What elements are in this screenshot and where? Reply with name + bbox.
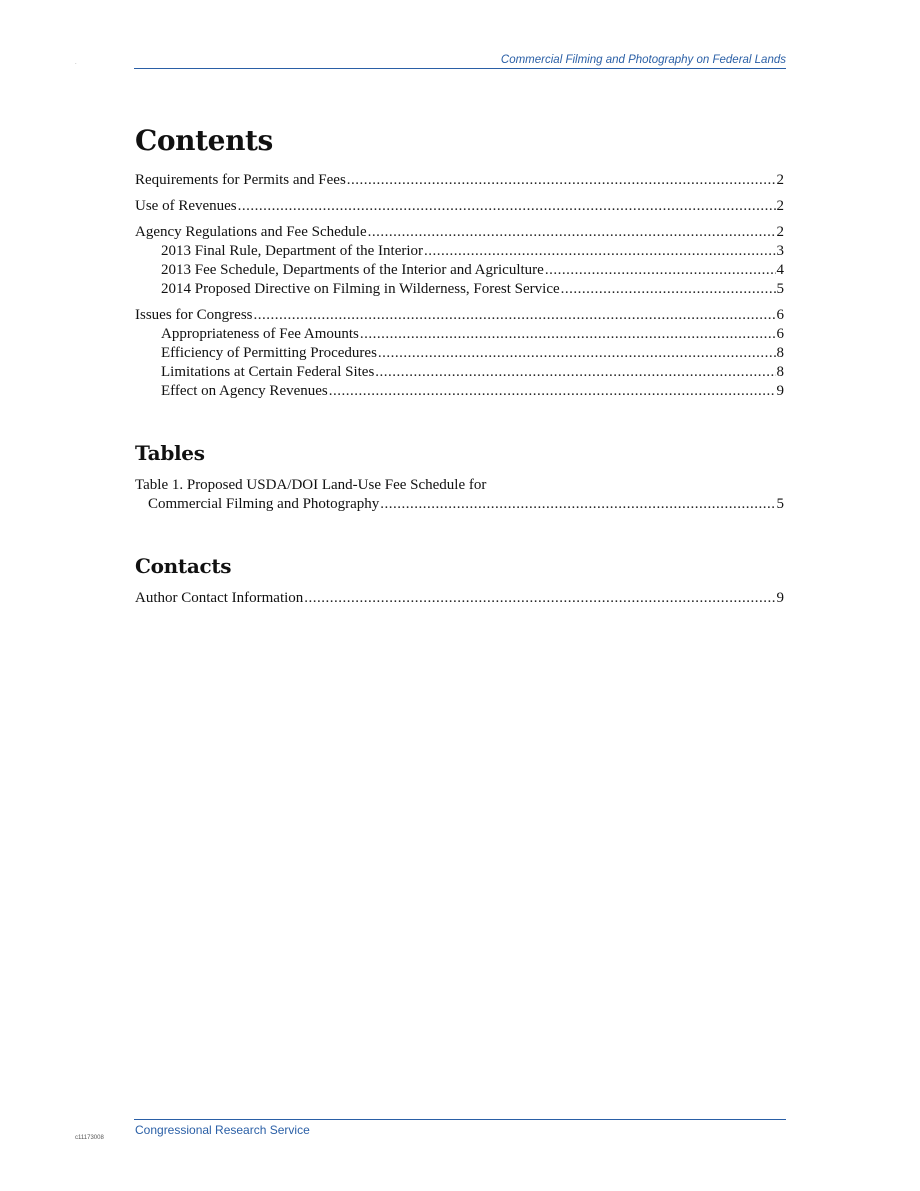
toc-dot-leader <box>424 242 775 261</box>
toc-entry-page: 6 <box>776 307 784 323</box>
contacts-heading: Contacts <box>135 554 232 578</box>
toc-dot-leader <box>368 223 776 242</box>
toc-entry-page: 4 <box>776 262 784 278</box>
contacts-entry[interactable] <box>135 589 784 608</box>
toc-entry-title: Requirements for Permits and Fees <box>135 172 346 188</box>
toc-entry-title: Issues for Congress <box>135 307 253 323</box>
toc-subentry[interactable] <box>135 363 784 382</box>
toc-entry-title: 2014 Proposed Directive on Filming in Wilderness, Forest Service <box>161 281 560 297</box>
toc-entry-page: 2 <box>776 198 784 214</box>
table-entry-title-line2: Commercial Filming and Photography <box>148 496 380 512</box>
toc-dot-leader <box>329 382 776 401</box>
table-entry-title-line1: Table 1. Proposed USDA/DOI Land-Use Fee Schedule for <box>135 477 487 493</box>
running-header: Commercial Filming and Photography on Federal Lands <box>500 54 786 66</box>
toc-entry-page: 8 <box>776 364 784 380</box>
toc-entry-title: Agency Regulations and Fee Schedule <box>135 224 367 240</box>
toc-subentry[interactable] <box>135 280 784 299</box>
toc-entry-title: Use of Revenues <box>135 198 237 214</box>
toc-dot-leader <box>375 363 775 382</box>
toc-entry-page: 9 <box>776 383 784 399</box>
toc-page-body <box>135 124 784 608</box>
toc-subentry[interactable] <box>135 325 784 344</box>
toc-subentry[interactable] <box>135 261 784 280</box>
toc-subentry[interactable] <box>135 344 784 363</box>
toc-dot-leader <box>545 261 776 280</box>
toc-dot-leader <box>380 495 775 514</box>
toc-entry[interactable] <box>135 306 784 325</box>
toc-entry-title: Effect on Agency Revenues <box>161 383 328 399</box>
toc-dot-leader <box>347 171 776 190</box>
toc-entry-title: 2013 Fee Schedule, Departments of the Interior and Agriculture <box>161 262 544 278</box>
toc-dot-leader <box>360 325 776 344</box>
toc-entry[interactable] <box>135 197 784 216</box>
toc-entry-page: 3 <box>776 243 784 259</box>
toc-entry-page: 5 <box>776 281 784 297</box>
toc-subentry[interactable] <box>135 242 784 261</box>
toc-entry-page: 2 <box>776 172 784 188</box>
toc-entry-page: 9 <box>776 590 784 606</box>
toc-dot-leader <box>254 306 776 325</box>
toc-entry-page: 6 <box>776 326 784 342</box>
document-code: c11173008 <box>75 1135 104 1141</box>
contents-list <box>135 171 784 401</box>
header-rule <box>134 68 786 69</box>
toc-entry-title: Author Contact Information <box>135 590 304 606</box>
table-entry-page: 5 <box>776 496 784 512</box>
contents-heading: Contents <box>135 124 273 157</box>
toc-subentry[interactable] <box>135 382 784 401</box>
toc-entry-title: Efficiency of Permitting Procedures <box>161 345 377 361</box>
corner-mark: . <box>75 60 77 66</box>
toc-dot-leader <box>238 197 776 216</box>
toc-entry-page: 2 <box>776 224 784 240</box>
toc-dot-leader <box>378 344 776 363</box>
toc-entry-title: 2013 Final Rule, Department of the Interior <box>161 243 424 259</box>
toc-entry-title: Limitations at Certain Federal Sites <box>161 364 375 380</box>
footer-organization: Congressional Research Service <box>135 1123 310 1137</box>
tables-heading: Tables <box>135 441 205 465</box>
toc-entry[interactable] <box>135 171 784 190</box>
table-entry-line2 <box>135 495 784 514</box>
footer-rule <box>134 1119 786 1120</box>
toc-entry[interactable] <box>135 223 784 242</box>
toc-dot-leader <box>304 589 775 608</box>
toc-entry-page: 8 <box>776 345 784 361</box>
toc-entry-title: Appropriateness of Fee Amounts <box>161 326 359 342</box>
toc-dot-leader <box>561 280 776 299</box>
table-list-entry[interactable] <box>135 476 784 514</box>
